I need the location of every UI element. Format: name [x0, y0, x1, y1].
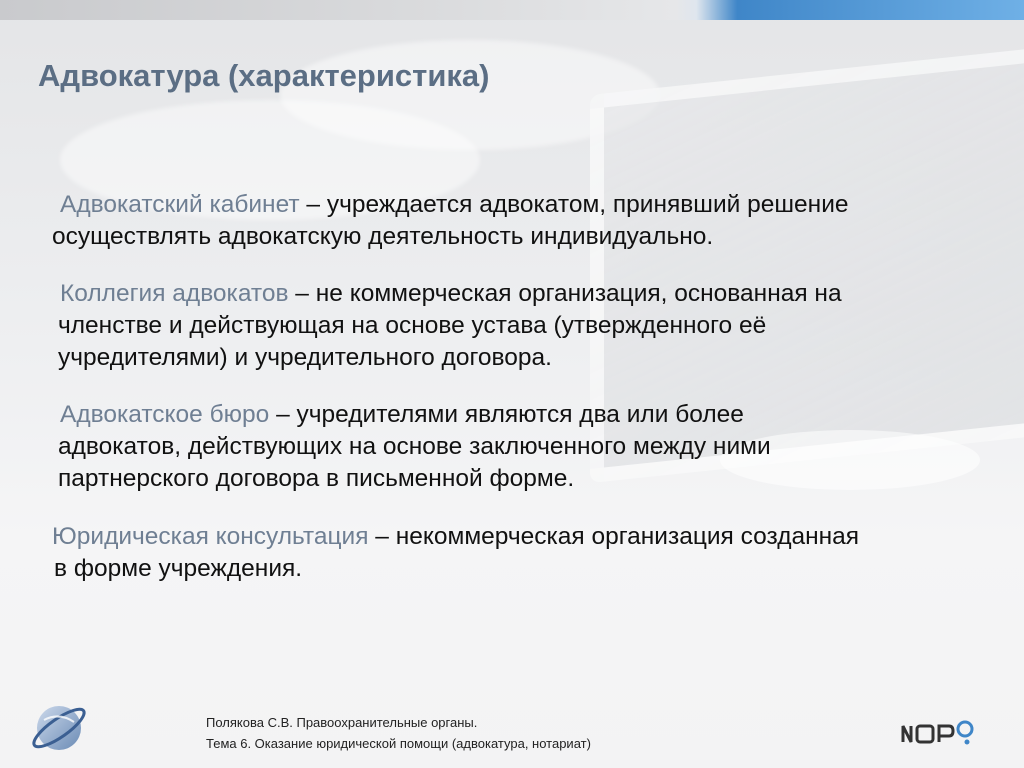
item-text: в форме учреждения.	[54, 555, 303, 582]
slide-title: Адвокатура (характеристика)	[38, 58, 490, 93]
item-term: Адвокатское бюро	[60, 401, 270, 428]
item-term: Юридическая консультация	[52, 523, 369, 550]
item-text: учредителями) и учредительного договора.	[58, 344, 552, 371]
item-text: осуществлять адвокатскую деятельность индивидуально.	[52, 223, 714, 250]
iorp-logo-icon	[897, 712, 987, 752]
footer-citation	[206, 712, 591, 754]
iorp-logo	[897, 712, 987, 752]
item-text: адвокатов, действующих на основе заключенного между ними	[58, 433, 771, 460]
internet-university-logo	[24, 692, 94, 762]
item-separator: –	[288, 280, 316, 307]
item-term: Адвокатский кабинет	[60, 191, 300, 218]
globe-icon	[24, 692, 94, 762]
item-yuridicheskaya-konsultatsiya	[52, 521, 859, 585]
footer-line-2: Тема 6. Оказание юридической помощи (адвокатура, нотариат)	[206, 736, 591, 751]
item-separator: –	[299, 191, 327, 218]
item-term: Коллегия адвокатов	[60, 280, 289, 307]
item-text: учреждается адвокатом, принявший решение	[326, 191, 849, 218]
item-kollegiya-advokatov	[58, 278, 842, 374]
item-advokatskiy-kabinet	[52, 189, 849, 253]
top-gradient-bar	[0, 0, 1024, 20]
footer-line-1: Полякова С.В. Правоохранительные органы.	[206, 715, 478, 730]
item-text: партнерского договора в письменной форме.	[58, 465, 575, 492]
item-text: не коммерческая организация, основанная на	[315, 280, 842, 307]
item-separator: –	[368, 523, 396, 550]
item-text: учредителями являются два или более	[296, 401, 744, 428]
item-separator: –	[269, 401, 297, 428]
item-advokatskoe-byuro	[58, 399, 771, 495]
item-text: членстве и действующая на основе устава (утвержденного её	[58, 312, 767, 339]
item-text: некоммерческая организация созданная	[395, 523, 860, 550]
